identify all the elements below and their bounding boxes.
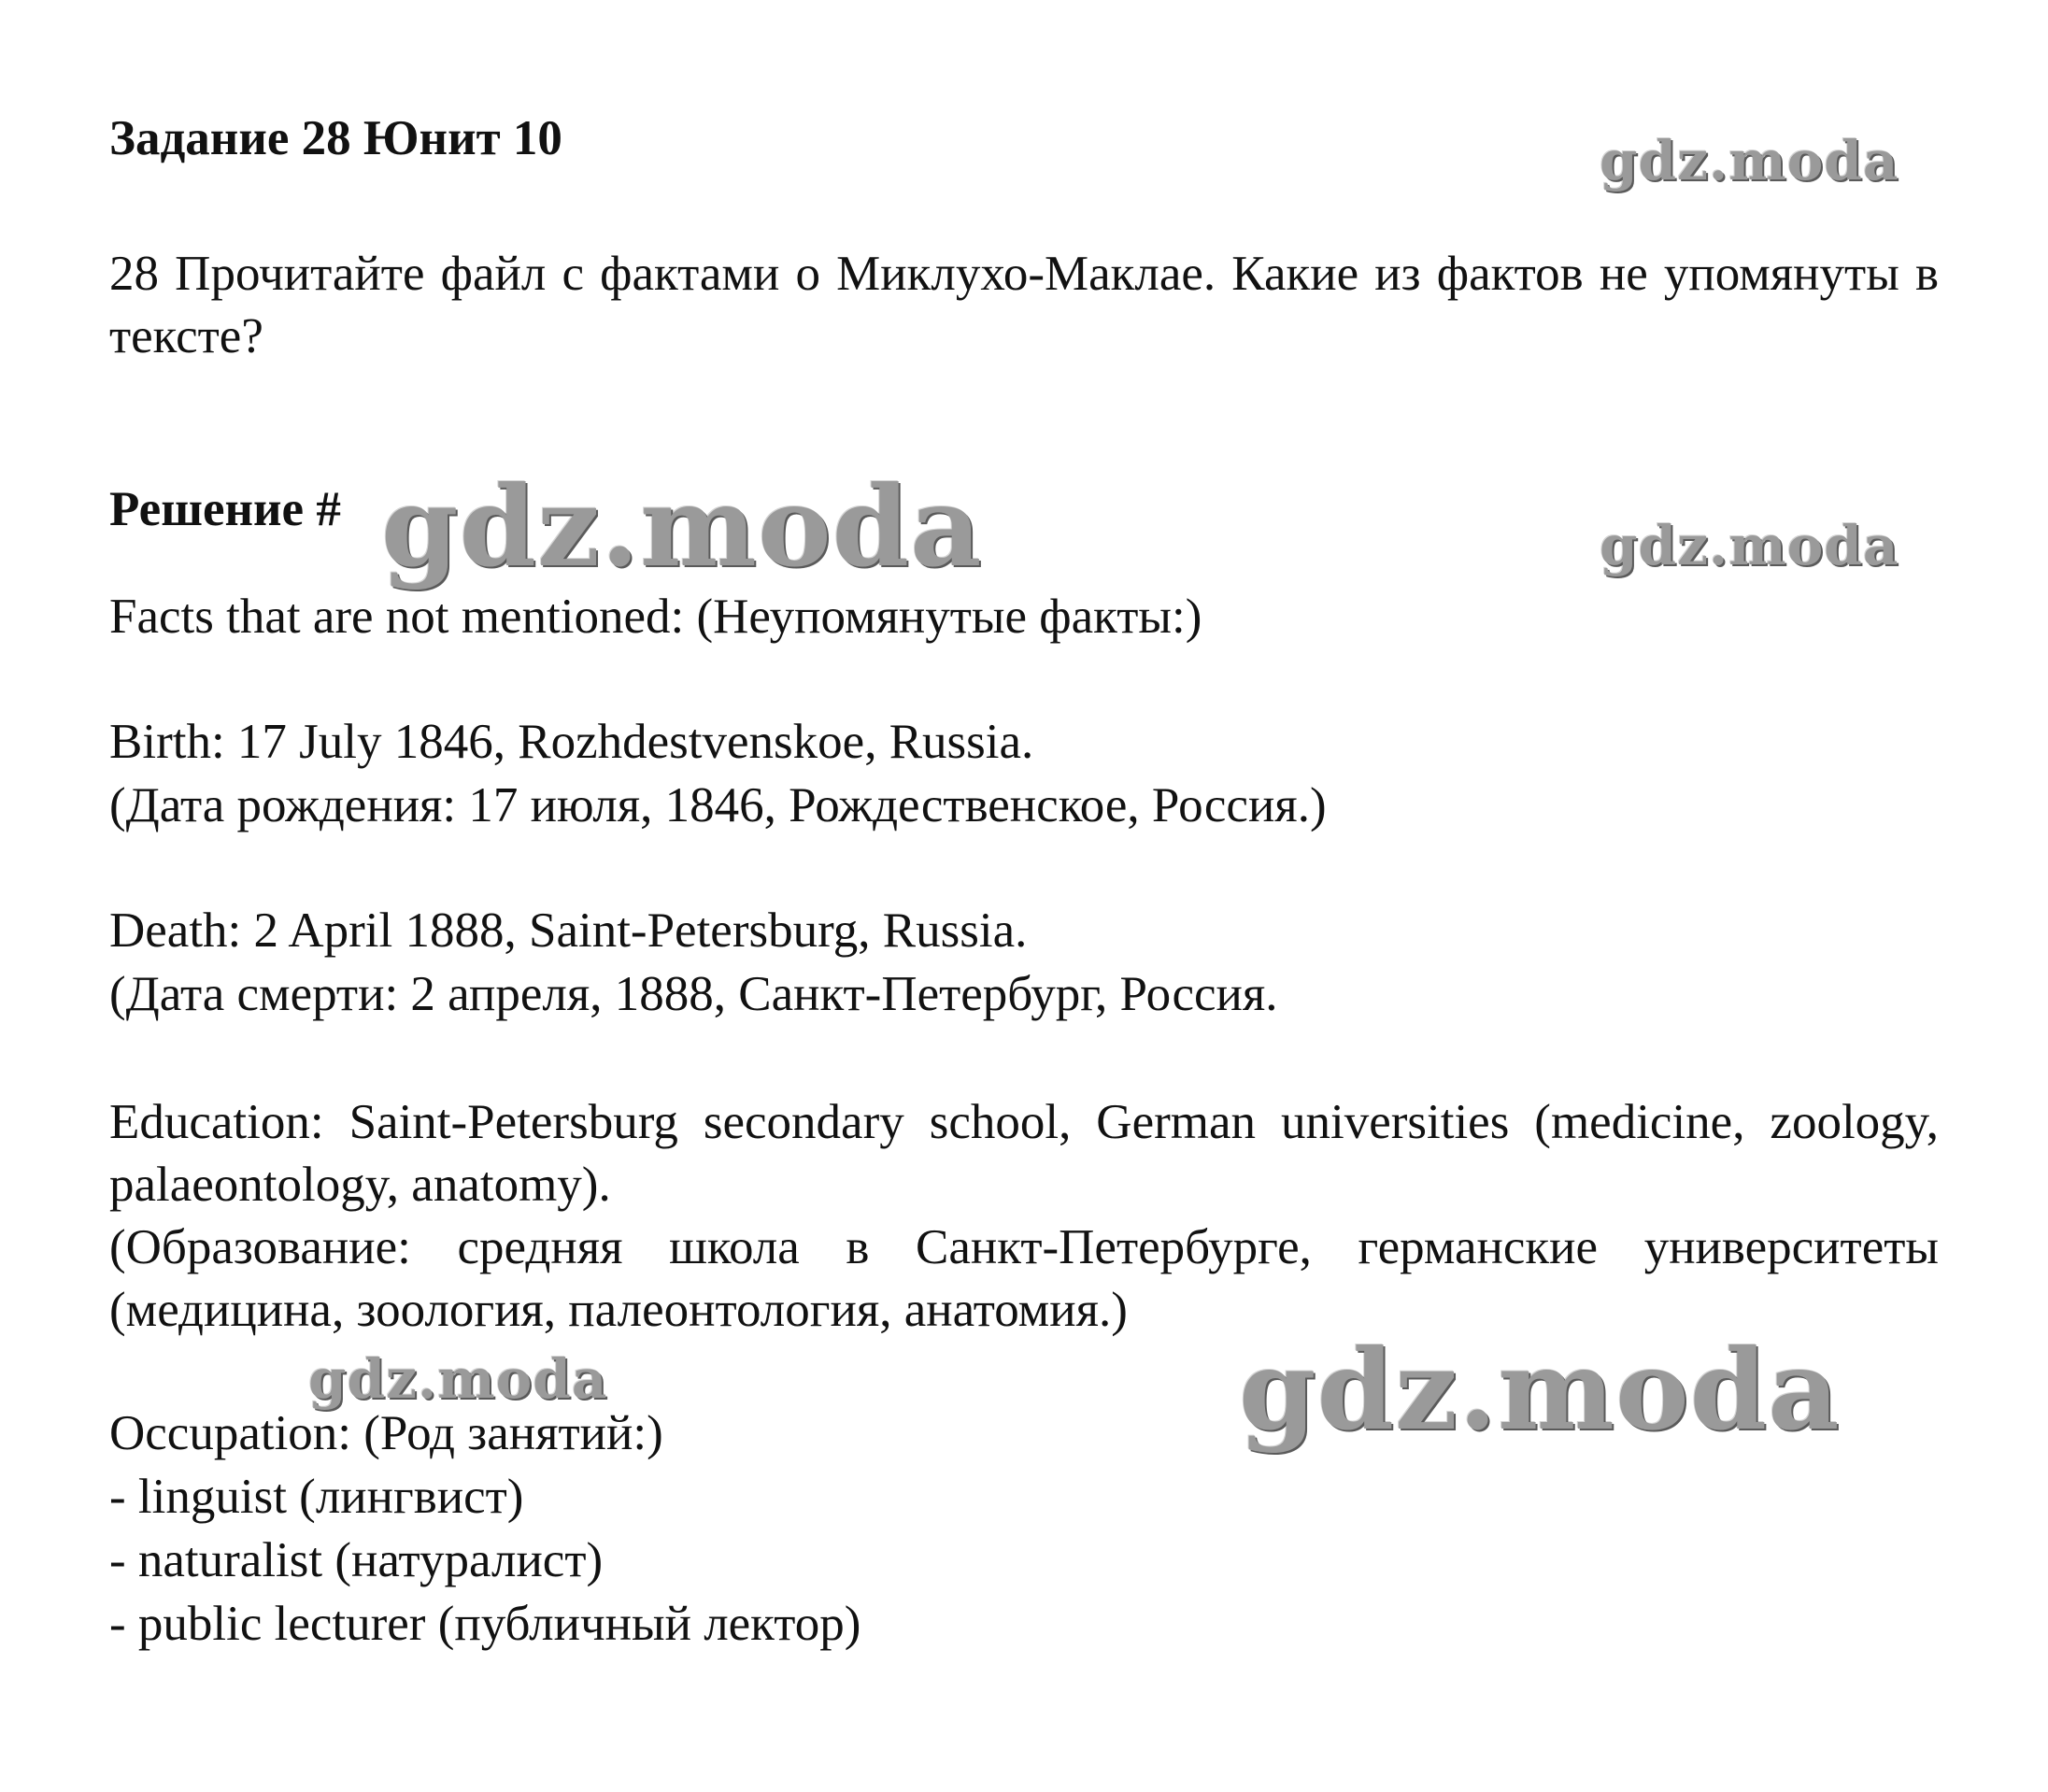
education-en: Education: Saint-Petersburg secondary school, German universities (medicine, zoology, palaeontology, anatomy). — [109, 1095, 1939, 1212]
occupation-item: - naturalist (натуралист) — [109, 1533, 604, 1587]
watermark: gdz.moda — [1600, 129, 1899, 192]
watermark: gdz.moda — [1600, 514, 1899, 577]
education-ru: (Образование: средняя школа в Санкт-Петербурге, германские университеты (медицина, зоология, палеонтология, анатомия.) — [109, 1220, 1939, 1337]
occupation-item: - linguist (лингвист) — [109, 1470, 524, 1524]
occupation-label: Occupation: (Род занятий:) — [109, 1406, 663, 1460]
intro-text: Facts that are not mentioned: (Неупомянутые факты:) — [109, 590, 1202, 644]
page-title: Задание 28 Юнит 10 — [109, 111, 562, 165]
watermark: gdz.moda — [308, 1347, 608, 1411]
solution-label: Решение # — [109, 482, 341, 536]
birth-ru: (Дата рождения: 17 июля, 1846, Рождественское, Россия.) — [109, 778, 1327, 832]
death-ru: (Дата смерти: 2 апреля, 1888, Санкт-Петербург, Россия. — [109, 967, 1278, 1021]
occupation-item: - public lecturer (публичный лектор) — [109, 1597, 861, 1651]
task-text: 28 Прочитайте файл с фактами о Миклухо-Маклае. Какие из фактов не упомянуты в тексте? — [109, 247, 1939, 363]
death-en: Death: 2 April 1888, Saint-Petersburg, Russia. — [109, 903, 1028, 958]
watermark: gdz.moda — [1239, 1325, 1841, 1455]
watermark: gdz.moda — [381, 462, 983, 591]
birth-en: Birth: 17 July 1846, Rozhdestvenskoe, Russia. — [109, 715, 1034, 769]
